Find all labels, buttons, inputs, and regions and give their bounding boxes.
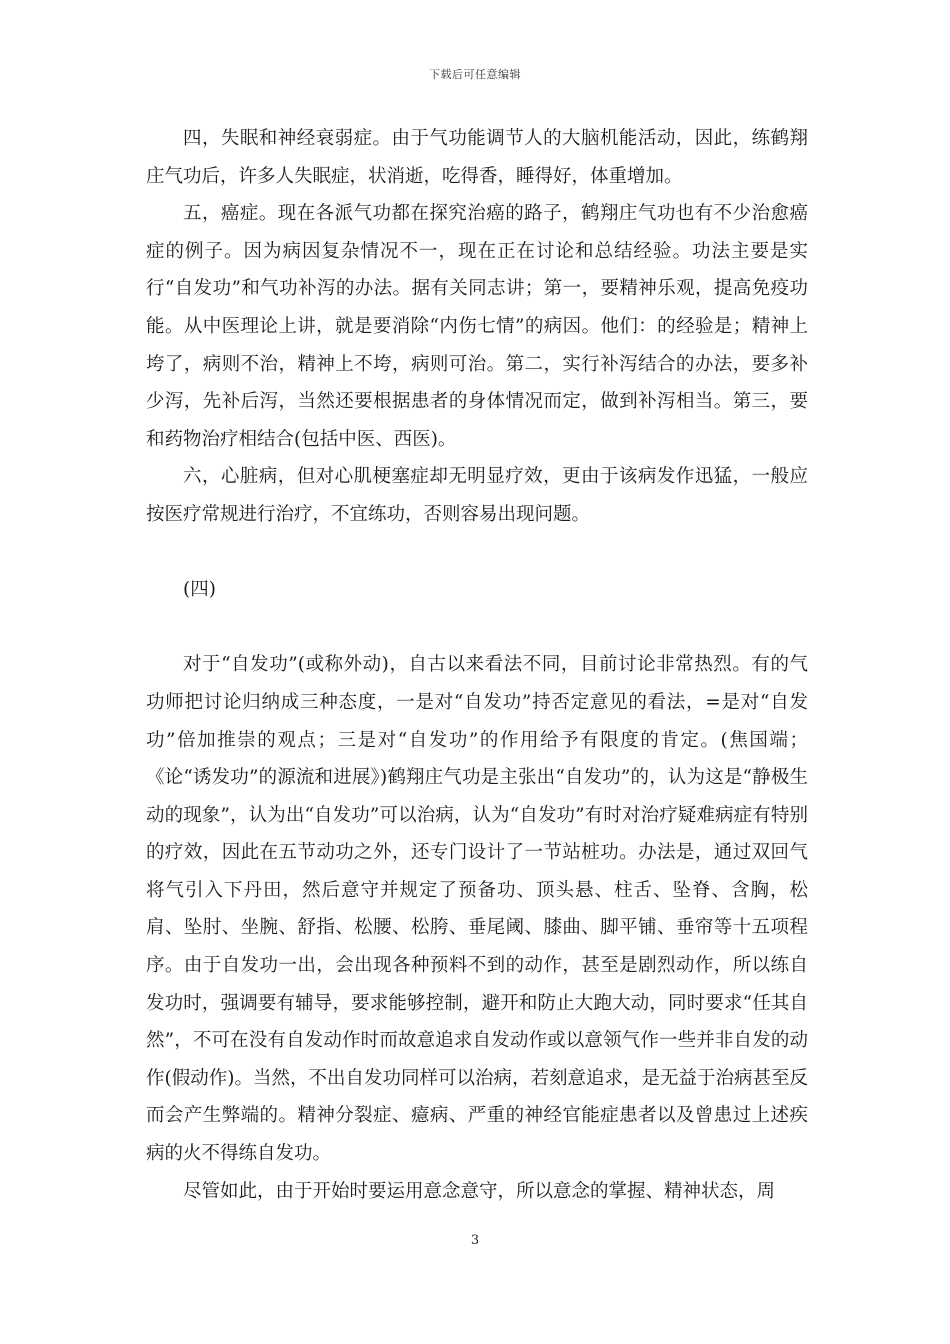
paragraph-continuation: 尽管如此，由于开始时要运用意念意守，所以意念的掌握、精神状态，周: [183, 1180, 776, 1202]
paragraph-heart-disease: 六，心脏病，但对心肌梗塞症却无明显疗效，更由于该病发作迅猛，一般应按医疗常规进行治疗，不宜练功，否则容易出现问题。: [146, 466, 808, 525]
document-body: [146, 120, 808, 1210]
paragraph-spontaneous-qigong: 对于“自发功”(或称外动)，自古以来看法不同，目前讨论非常热烈。有的气功师把讨论归纳成三种态度，一是对“自发功”持否定意见的看法，=是对“自发功”倍加推崇的观点；三是对“自发功”的作用给予有限度的肯定。(焦国端；《论“诱发功”的源流和进展》)鹤翔庄气功是主张出“自发功”的，认为这是“静极生动的现象”，认为出“自发功”可以治病，认为“自发功”有时对治疗疑难病症有特别的疗效，因此在五节动功之外，还专门设计了一节站桩功。办法是，通过双回气将气引入下丹田，然后意守并规定了预备功、顶头悬、柱舌、坠脊、含胸，松肩、坠肘、坐腕、舒指、松腰、松胯、垂尾阈、膝曲、脚平铺、垂帘等十五项程序。由于自发功一出，会出现各种预料不到的动作，甚至是剧烈动作，所以练自发功时，强调要有辅导，要求能够控制，避开和防止大跑大动，同时要求“任其自然”，不可在没有自发动作时而故意追求自发动作或以意领气作一些并非自发的动作(假动作)。当然，不出自发功同样可以治病，若刻意追求，是无益于治病甚至反而会产生弊端的。精神分裂症、癔病、严重的神经官能症患者以及曾患过上述疾病的火不得练自发功。: [146, 654, 808, 1165]
spacer: [146, 534, 808, 572]
spacer: [146, 609, 808, 647]
paragraph-insomnia: 四，失眠和神经衰弱症。由于气功能调节人的大脑机能活动，因此，练鹤翔庄气功后，许多人失眠症，状消逝，吃得香，睡得好，体重增加。: [146, 128, 808, 187]
section-heading: (四): [183, 579, 216, 601]
page-header: 下载后可任意编辑: [429, 68, 521, 81]
paragraph-cancer: 五，癌症。现在各派气功都在探究治癌的路子，鹤翔庄气功也有不少治愈癌症的例子。因为病因复杂情况不一，现在正在讨论和总结经验。功法主要是实行“自发功”和气功补泻的办法。据有关同志讲；第一，要精神乐观，提高免疫功能。从中医理论上讲，就是要消除“内伤七情”的病因。他们：的经验是；精神上垮了，病则不治，精神上不垮，病则可治。第二，实行补泻结合的办法，要多补少泻，先补后泻，当然还要根据患者的身体情况而定，做到补泻相当。第三，要和药物治疗相结合(包括中医、西医)。: [146, 203, 808, 450]
page-number: 3: [470, 1233, 480, 1248]
